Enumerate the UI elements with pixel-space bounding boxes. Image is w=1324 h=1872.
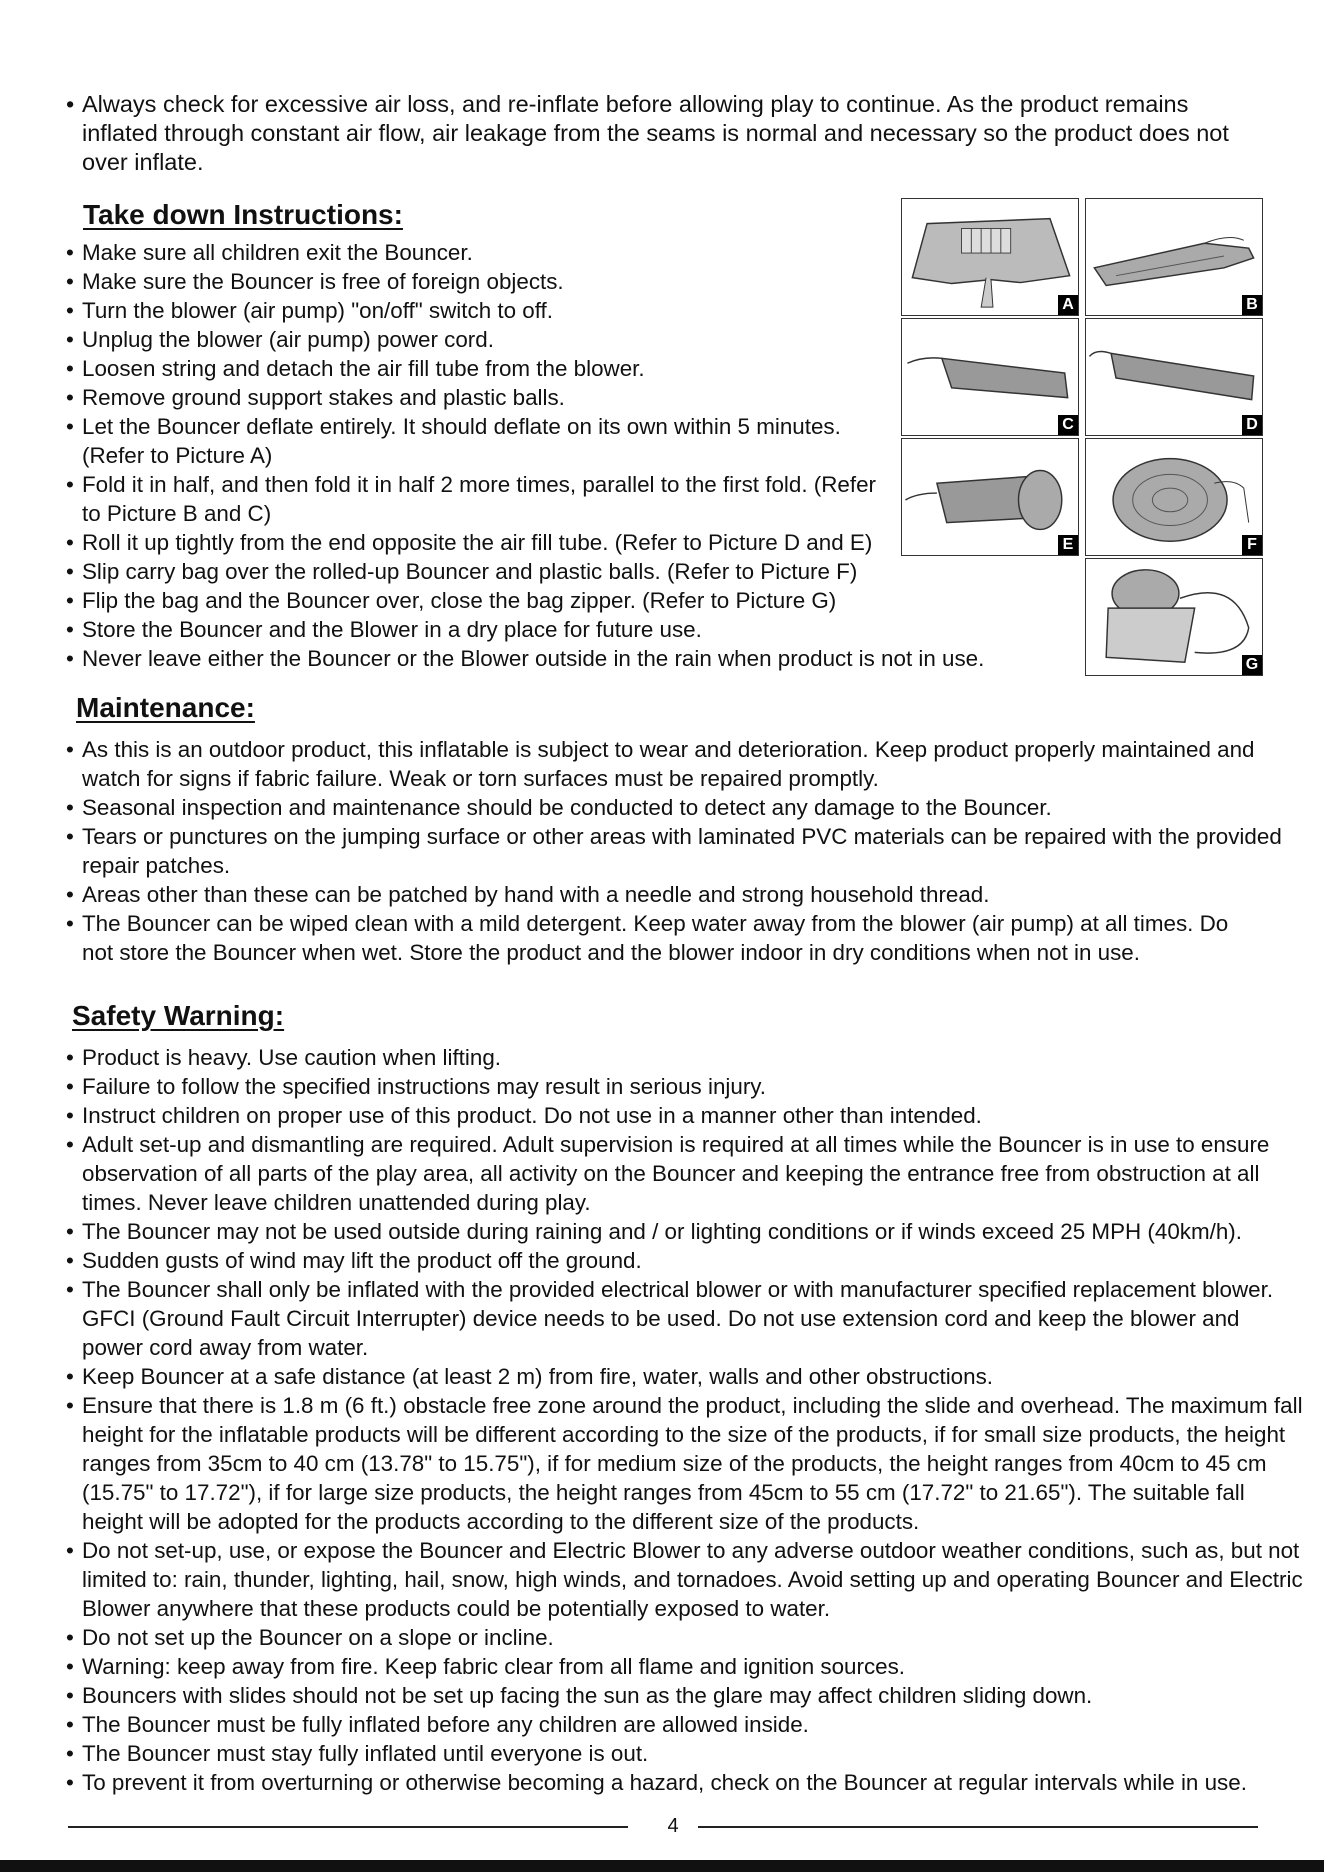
- safety-item: • Warning: keep away from fire. Keep fabric clear from all flame and ignition sources.: [66, 1652, 1306, 1681]
- maintenance-item: • Tears or punctures on the jumping surface or other areas with laminated PVC materials can be repaired with the provided repair patches.: [66, 822, 1296, 880]
- maintenance-item: • Areas other than these can be patched by hand with a needle and strong household thread.: [66, 880, 1296, 909]
- picture-label: C: [1058, 415, 1078, 435]
- picture-label: G: [1242, 655, 1262, 675]
- takedown-item: • Make sure the Bouncer is free of foreign objects.: [66, 267, 966, 296]
- takedown-item: • Never leave either the Bouncer or the Blower outside in the rain when product is not in use.: [66, 644, 1042, 673]
- picture-a: [901, 198, 1079, 316]
- rolled-bouncer-icon: [1086, 439, 1262, 555]
- takedown-pictures: [901, 198, 1265, 680]
- maintenance-item: • The Bouncer can be wiped clean with a mild detergent. Keep water away from the blower (air pump) at all times. Do not store the Bouncer when wet. Store the product and the blower indoor in dry conditions when not in use.: [66, 909, 1232, 967]
- safety-item: • The Bouncer must be fully inflated before any children are allowed inside.: [66, 1710, 1306, 1739]
- picture-f: [1085, 438, 1263, 556]
- carry-bag-icon: [1086, 559, 1262, 675]
- safety-item: • The Bouncer may not be used outside during raining and / or lighting conditions or if winds exceed 25 MPH (40km/h).: [66, 1217, 1306, 1246]
- deflated-bouncer-icon: [902, 199, 1078, 315]
- maintenance-list: [66, 735, 1296, 967]
- maintenance-heading: Maintenance:: [76, 692, 255, 723]
- takedown-heading: Take down Instructions:: [83, 199, 403, 230]
- folded-strip-icon: [902, 319, 1078, 435]
- page-number: 4: [667, 1815, 679, 1837]
- takedown-item: • Make sure all children exit the Bouncer.: [66, 238, 966, 267]
- safety-list: [66, 1043, 1306, 1797]
- takedown-item: • Flip the bag and the Bouncer over, close the bag zipper. (Refer to Picture G): [66, 586, 966, 615]
- maintenance-item: • Seasonal inspection and maintenance should be conducted to detect any damage to the Bouncer.: [66, 793, 1296, 822]
- safety-item: • Do not set-up, use, or expose the Bouncer and Electric Blower to any adverse outdoor weather conditions, such as, but not limited to: rain, thunder, lighting, hail, snow, high winds, and tornadoes. Avoid setting up and operating Bouncer and Electric Blower anywhere that these products could be potentially exposed to water.: [66, 1536, 1306, 1623]
- folded-strip-icon: [1086, 319, 1262, 435]
- folded-bouncer-icon: [1086, 199, 1262, 315]
- safety-item: • The Bouncer shall only be inflated with the provided electrical blower or with manufacturer specified replacement blower. GFCI (Ground Fault Circuit Interrupter) device needs to be used. Do not use extension cord and keep the blower and power cord away from water.: [66, 1275, 1306, 1362]
- takedown-item: • Unplug the blower (air pump) power cord.: [66, 325, 966, 354]
- safety-item: • To prevent it from overturning or otherwise becoming a hazard, check on the Bouncer at regular intervals while in use.: [66, 1768, 1306, 1797]
- picture-d: [1085, 318, 1263, 436]
- takedown-item: • Loosen string and detach the air fill tube from the blower.: [66, 354, 966, 383]
- safety-item: • Ensure that there is 1.8 m (6 ft.) obstacle free zone around the product, including the slide and overhead. The maximum fall height for the inflatable products will be different according to the size of the products, if for small size products, the height ranges from 35cm to 40 cm (13.78" to 15.75"), if for medium size of the products, the height ranges from 40cm to 45 cm (15.75" to 17.72"), if for large size products, the height ranges from 45cm to 55 cm (17.72" to 21.65"). The suitable fall height will be adopted for the products according to the different size of the products.: [66, 1391, 1306, 1536]
- intro-list: [66, 90, 1266, 177]
- maintenance-section: [66, 689, 1296, 967]
- picture-label: D: [1242, 415, 1262, 435]
- safety-item: • Failure to follow the specified instructions may result in serious injury.: [66, 1072, 1306, 1101]
- takedown-item: • Slip carry bag over the rolled-up Bouncer and plastic balls. (Refer to Picture F): [66, 557, 966, 586]
- safety-section: [66, 997, 1306, 1797]
- intro-item: • Always check for excessive air loss, and re-inflate before allowing play to continue. As the product remains inflated through constant air flow, air leakage from the seams is normal and necessary so the product does not over inflate.: [66, 90, 1266, 177]
- takedown-list: [66, 238, 985, 673]
- picture-label: E: [1058, 535, 1078, 555]
- safety-item: • The Bouncer must stay fully inflated until everyone is out.: [66, 1739, 1306, 1768]
- safety-item: • Do not set up the Bouncer on a slope or incline.: [66, 1623, 1306, 1652]
- picture-g: [1085, 558, 1263, 676]
- page-bottom-edge: [0, 1860, 1324, 1872]
- picture-label: F: [1242, 535, 1262, 555]
- picture-b: [1085, 198, 1263, 316]
- takedown-item: • Let the Bouncer deflate entirely. It should deflate on its own within 5 minutes. (Refer to Picture A): [66, 412, 882, 470]
- takedown-item: • Turn the blower (air pump) "on/off" switch to off.: [66, 296, 966, 325]
- picture-label: A: [1058, 295, 1078, 315]
- picture-c: [901, 318, 1079, 436]
- takedown-section: [66, 196, 985, 673]
- maintenance-item: • As this is an outdoor product, this inflatable is subject to wear and deterioration. Keep product properly maintained and watch for signs if fabric failure. Weak or torn surfaces must be repaired promptly.: [66, 735, 1296, 793]
- safety-item: • Keep Bouncer at a safe distance (at least 2 m) from fire, water, walls and other obstructions.: [66, 1362, 1306, 1391]
- takedown-item: • Fold it in half, and then fold it in half 2 more times, parallel to the first fold. (Refer to Picture B and C): [66, 470, 882, 528]
- picture-e: [901, 438, 1079, 556]
- footer-rule-left: [68, 1826, 628, 1828]
- takedown-item: • Store the Bouncer and the Blower in a dry place for future use.: [66, 615, 966, 644]
- picture-label: B: [1242, 295, 1262, 315]
- safety-item: • Sudden gusts of wind may lift the product off the ground.: [66, 1246, 1306, 1275]
- takedown-item: • Remove ground support stakes and plastic balls.: [66, 383, 966, 412]
- page-footer: [68, 1812, 1258, 1842]
- safety-item: • Product is heavy. Use caution when lifting.: [66, 1043, 1306, 1072]
- takedown-item: • Roll it up tightly from the end opposite the air fill tube. (Refer to Picture D and E): [66, 528, 966, 557]
- safety-item: • Bouncers with slides should not be set up facing the sun as the glare may affect children sliding down.: [66, 1681, 1306, 1710]
- safety-item: • Instruct children on proper use of this product. Do not use in a manner other than intended.: [66, 1101, 1306, 1130]
- safety-heading: Safety Warning:: [72, 1000, 285, 1031]
- intro-note: [66, 90, 1266, 177]
- footer-rule-right: [698, 1826, 1258, 1828]
- rolling-bouncer-icon: [902, 439, 1078, 555]
- safety-item: • Adult set-up and dismantling are required. Adult supervision is required at all times while the Bouncer is in use to ensure observation of all parts of the play area, all activity on the Bouncer and keeping the entrance free from obstruction at all times. Never leave children unattended during play.: [66, 1130, 1306, 1217]
